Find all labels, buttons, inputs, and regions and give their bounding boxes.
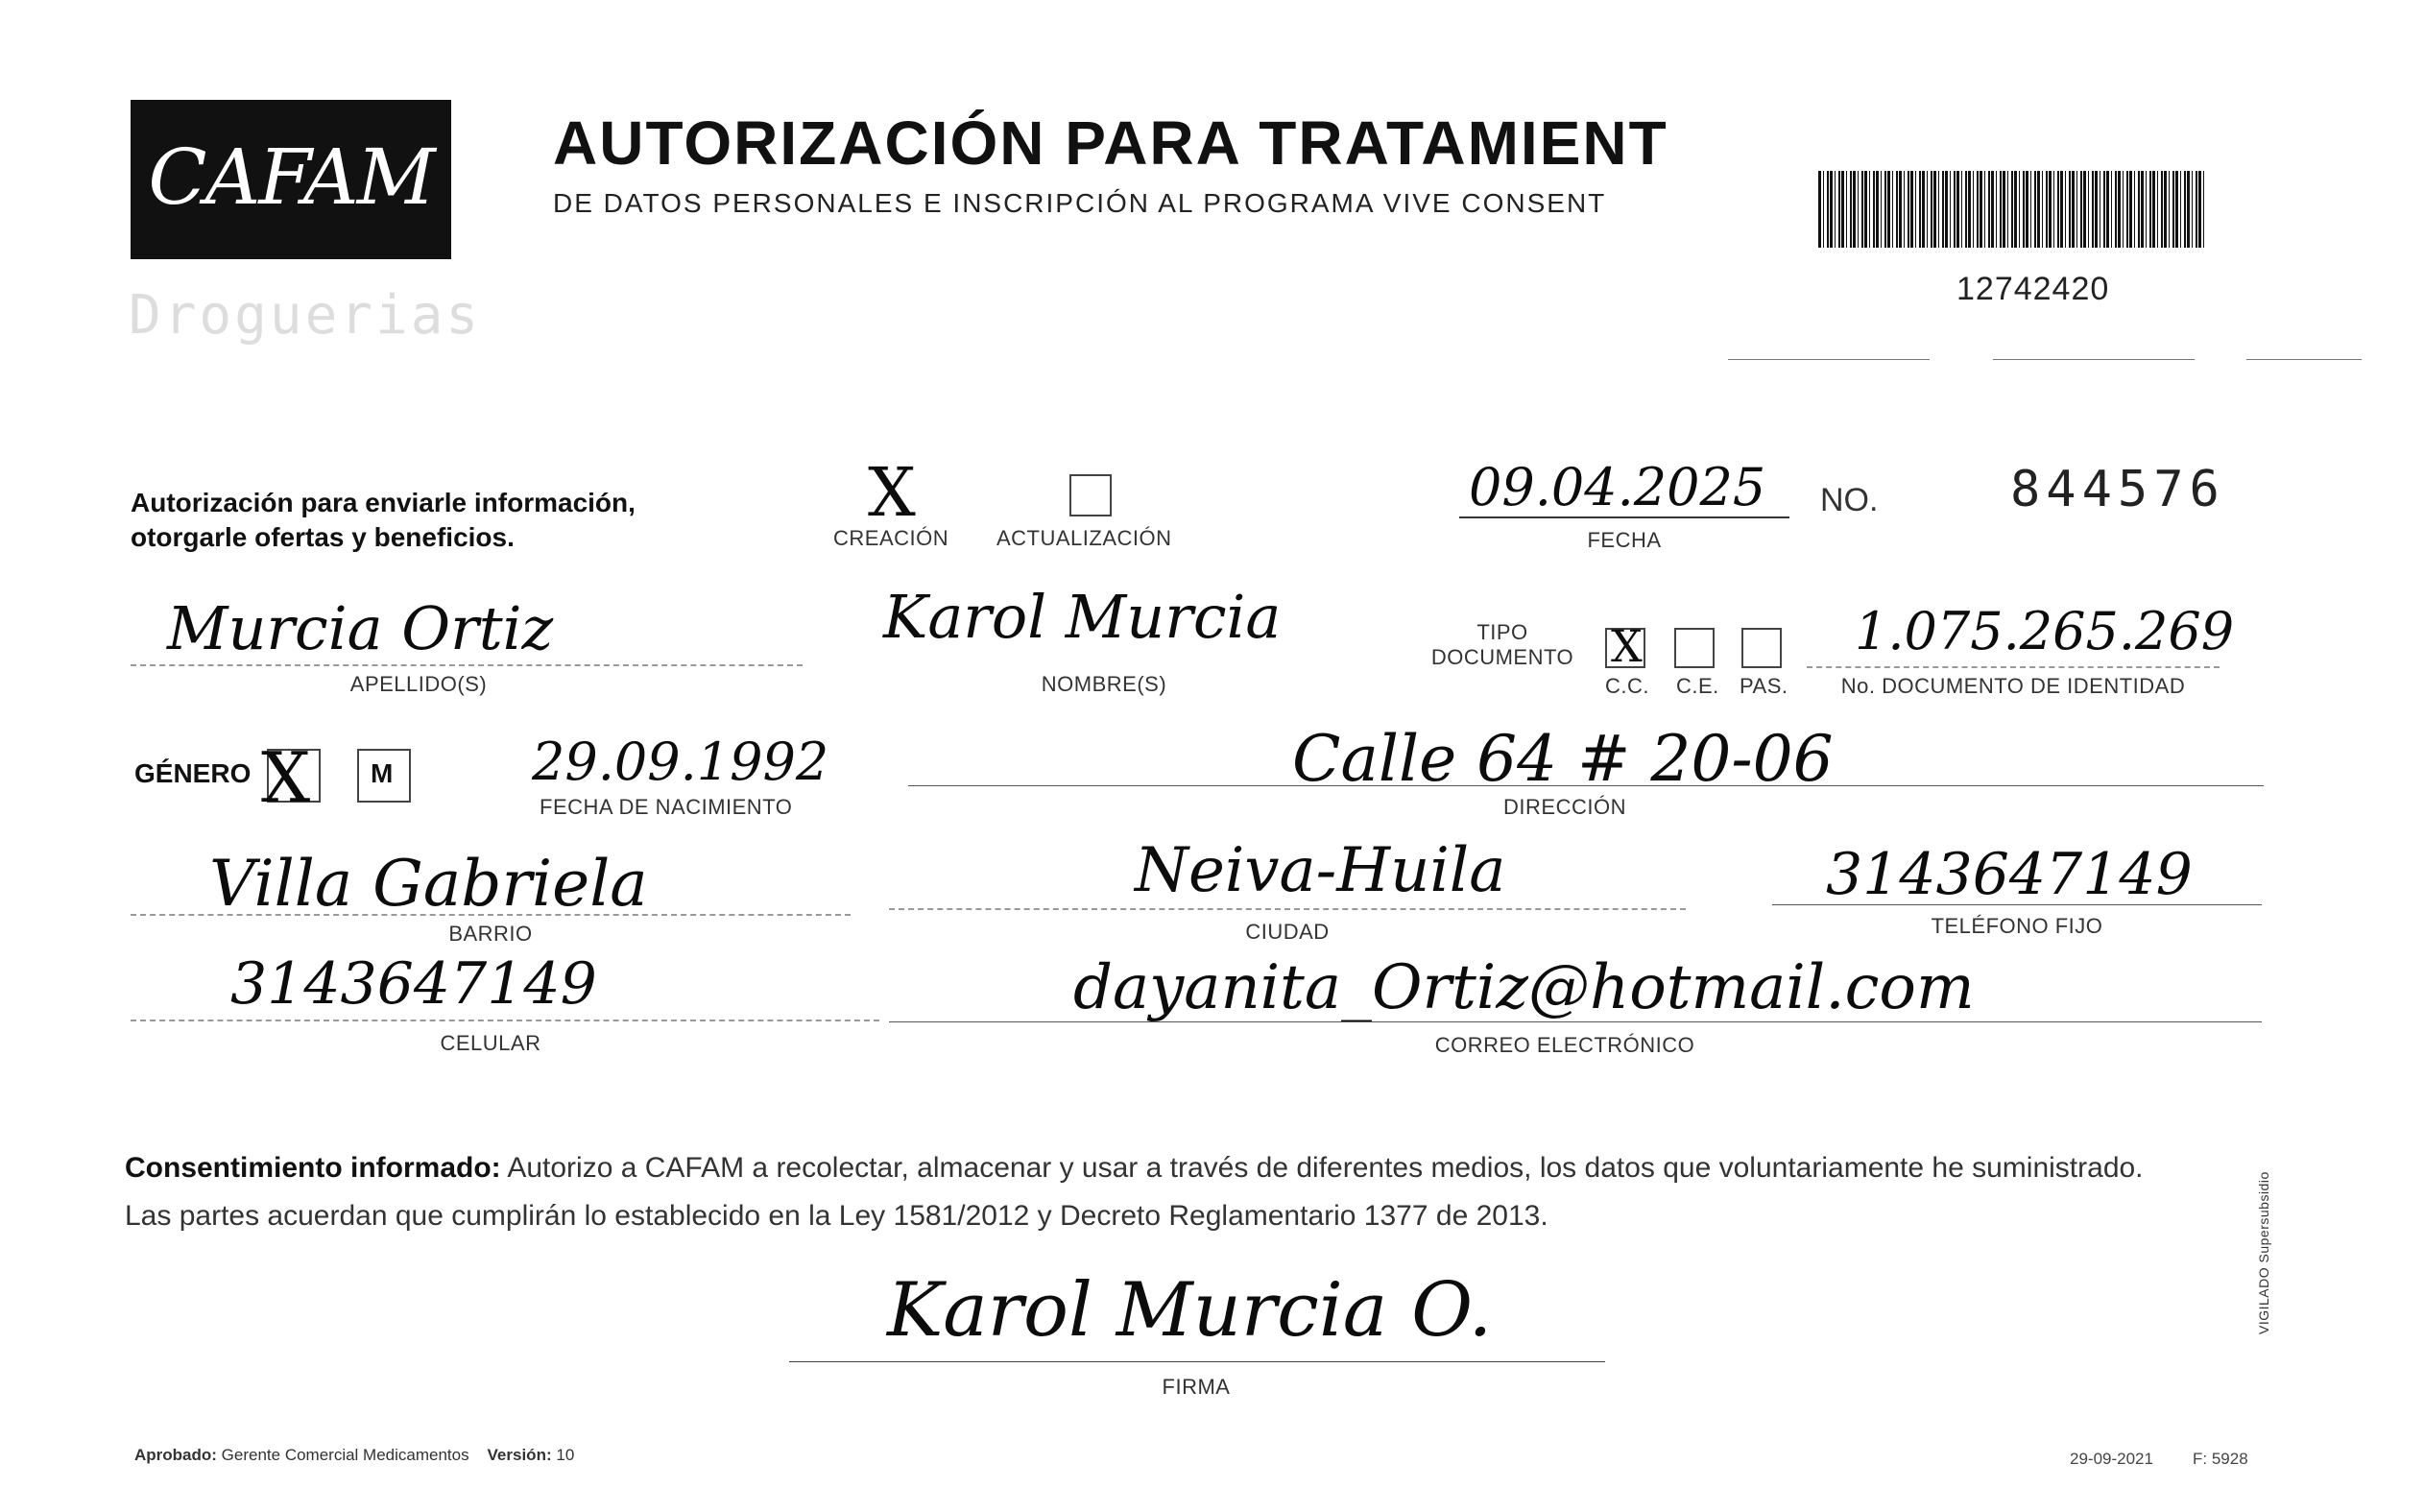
barrio-value: Villa Gabriela [209, 847, 648, 921]
genero-f-mark: X [261, 737, 311, 818]
version-value: 10 [556, 1446, 575, 1464]
ce-checkbox[interactable] [1674, 628, 1715, 668]
consent-line1: Autorizo a CAFAM a recolectar, almacenar y usar a través de diferentes medios, los datos que voluntariamente he suministrado. [500, 1152, 2144, 1184]
celular-value: 3143647149 [230, 950, 597, 1018]
tipo-documento-label: TIPO DOCUMENTO [1430, 620, 1574, 669]
firma-label: FIRMA [1162, 1375, 1231, 1399]
intro-text: Autorización para enviarle información, otorgarle ofertas y beneficios. [131, 488, 636, 552]
ciudad-value: Neiva-Huila [1135, 835, 1506, 906]
cafam-logo [131, 100, 451, 259]
form-subtitle: DE DATOS PERSONALES E INSCRIPCIÓN AL PROGRAMA VIVE CONSENT [553, 188, 1607, 218]
direccion-label: DIRECCIÓN [1503, 795, 1626, 819]
droguerias-label: Droguerias [129, 284, 482, 347]
documento-label: No. DOCUMENTO DE IDENTIDAD [1840, 674, 2186, 698]
direccion-value: Calle 64 # 20-06 [1292, 722, 1834, 796]
ce-label: C.E. [1676, 674, 1719, 698]
ciudad-label: CIUDAD [1245, 920, 1330, 944]
consent-line2: Las partes acuerdan que cumplirán lo establecido en la Ley 1581/2012 y Decreto Reglamentario 1377 de 2013. [125, 1200, 1548, 1232]
footer-code: F: 5928 [2193, 1450, 2248, 1468]
nombres-value: Karol Murcia [883, 582, 1282, 652]
cc-mark: X [1611, 620, 1643, 672]
nombres-label: NOMBRE(S) [1041, 672, 1167, 696]
apellidos-value: Murcia Ortiz [167, 593, 554, 663]
barcode-number: 12742420 [1956, 271, 2110, 307]
genero-m-label: M [371, 758, 394, 788]
creacion-label: CREACIÓN [833, 526, 949, 550]
footer-approval [134, 1446, 574, 1465]
signature-value: Karol Murcia O. [887, 1267, 1493, 1354]
barrio-label: BARRIO [448, 922, 533, 946]
vigilado-side-text: VIGILADO Supersubsidio [2256, 1171, 2271, 1334]
genero-label: GÉNERO [134, 758, 252, 788]
cafam-logo-text: CAFAM [148, 132, 434, 222]
creacion-mark: X [868, 453, 916, 532]
version-label: Versión: [487, 1446, 552, 1464]
no-label: NO. [1820, 482, 1879, 518]
apellidos-label: APELLIDO(S) [349, 672, 488, 696]
actualizacion-checkbox[interactable] [1069, 474, 1112, 516]
celular-label: CELULAR [440, 1031, 541, 1055]
correo-label: CORREO ELECTRÓNICO [1434, 1033, 1695, 1057]
nacimiento-value: 29.09.1992 [532, 732, 829, 792]
form-title: AUTORIZACIÓN PARA TRATAMIENT [553, 108, 1668, 178]
fecha-value: 09.04.2025 [1469, 457, 1766, 517]
pas-checkbox[interactable] [1741, 628, 1782, 668]
consent-bold: Consentimiento informado: [125, 1152, 501, 1184]
actualizacion-label: ACTUALIZACIÓN [996, 526, 1172, 550]
footer-date: 29-09-2021 [2070, 1450, 2153, 1468]
consent-text [125, 1144, 2275, 1240]
pas-label: PAS. [1740, 674, 1788, 698]
correo-value: dayanita_Ortiz@hotmail.com [1073, 952, 1975, 1023]
telefono-value: 3143647149 [1826, 841, 2193, 908]
cc-label: C.C. [1605, 674, 1649, 698]
no-value: 844576 [2010, 461, 2225, 518]
aprobado-value: Gerente Comercial Medicamentos [221, 1446, 469, 1464]
nacimiento-label: FECHA DE NACIMIENTO [540, 795, 793, 819]
aprobado-label: Aprobado: [134, 1446, 217, 1464]
barcode [1818, 171, 2206, 248]
telefono-label: TELÉFONO FIJO [1931, 914, 2103, 938]
documento-value: 1.075.265.269 [1855, 601, 2235, 661]
fecha-label: FECHA [1587, 528, 1662, 552]
